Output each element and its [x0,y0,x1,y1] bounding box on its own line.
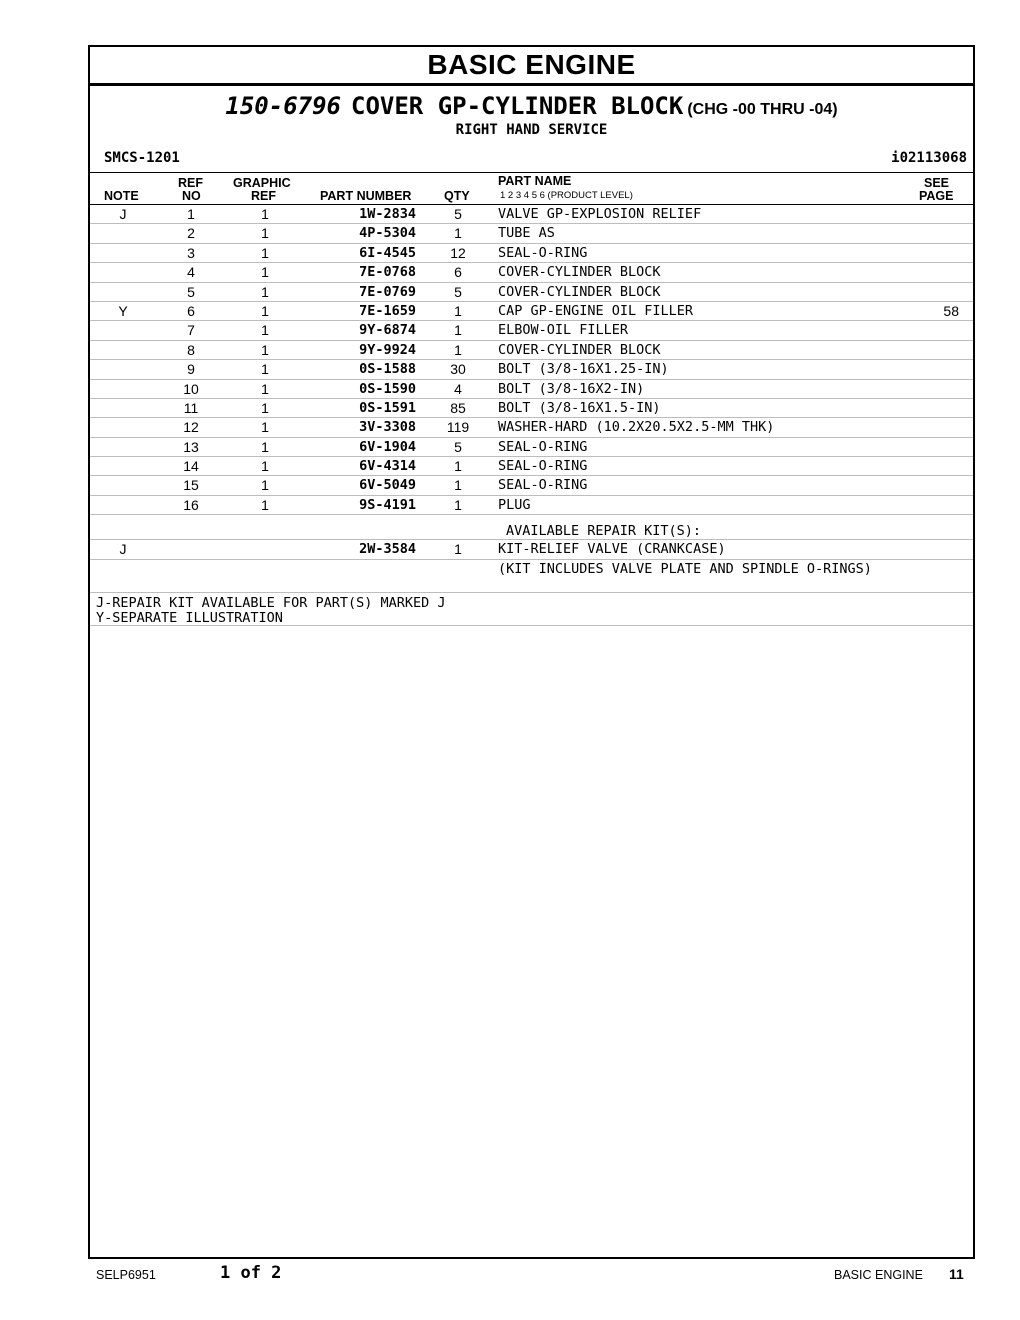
illustration-id: i02113068 [891,150,967,166]
col-graphic-top: GRAPHIC [233,176,291,190]
kit-note: J [119,541,127,558]
row-graphic-ref: 1 [261,477,269,494]
row-ref: 1 [187,206,195,222]
row-part-name: PLUG [498,496,531,513]
row-graphic-ref: 1 [261,496,269,513]
row-qty: 1 [454,322,462,339]
row-graphic-ref: 1 [261,458,269,475]
row-qty: 5 [454,206,462,222]
col-graphic-bottom: REF [251,189,276,203]
table-row [90,438,973,457]
row-ref: 12 [183,419,199,436]
table-row [90,302,973,321]
row-qty: 1 [454,341,462,358]
table-row [90,418,973,437]
row-part-name: COVER-CYLINDER BLOCK [498,283,661,300]
row-qty: 5 [454,283,462,300]
row-qty: 1 [454,496,462,513]
repair-kit-description-row [90,560,973,593]
smcs-code: SMCS-1201 [104,150,180,166]
row-part-name: VALVE GP-EXPLOSION RELIEF [498,206,702,222]
row-ref: 11 [183,399,199,416]
row-qty: 4 [454,380,462,397]
row-qty: 1 [454,302,462,319]
row-part-number: 1W-2834 [359,206,416,222]
repair-kit-row [90,540,973,559]
row-part-number: 0S-1590 [359,380,416,397]
row-graphic-ref: 1 [261,361,269,378]
row-part-number: 7E-0769 [359,283,416,300]
footer-page-of: 1 of 2 [220,1263,282,1283]
parts-page-frame [88,45,975,1259]
column-headers [90,173,973,205]
row-part-number: 6V-5049 [359,477,416,494]
row-graphic-ref: 1 [261,322,269,339]
table-row [90,360,973,379]
row-part-number: 4P-5304 [359,225,416,242]
row-part-number: 7E-0768 [359,264,416,281]
row-part-name: ELBOW-OIL FILLER [498,322,629,339]
row-part-number: 9S-4191 [359,496,416,513]
row-qty: 119 [446,419,470,436]
row-ref: 6 [187,302,195,319]
row-ref: 7 [187,322,195,339]
row-part-name: BOLT (3/8-16X1.5-IN) [498,399,661,416]
table-row [90,205,973,224]
row-part-name: CAP GP-ENGINE OIL FILLER [498,302,694,319]
group-change-range: (CHG -00 THRU -04) [687,101,838,118]
row-graphic-ref: 1 [261,206,269,222]
table-row [90,399,973,418]
kit-part-number: 2W-3584 [359,541,416,558]
row-part-name: TUBE AS [498,225,555,242]
row-graphic-ref: 1 [261,438,269,455]
table-row [90,380,973,399]
col-note: NOTE [104,189,139,203]
row-graphic-ref: 1 [261,225,269,242]
table-row [90,476,973,495]
row-qty: 5 [454,438,462,455]
notes-legend [90,593,973,626]
row-ref: 8 [187,341,195,358]
col-see-top: SEE [924,176,950,190]
row-part-number: 6V-4314 [359,458,416,475]
row-graphic-ref: 1 [261,399,269,416]
row-see-page[interactable]: 58 [943,302,959,319]
row-part-name: COVER-CYLINDER BLOCK [498,264,661,281]
row-part-name: BOLT (3/8-16X1.25-IN) [498,361,669,378]
row-graphic-ref: 1 [261,264,269,281]
table-row [90,224,973,243]
table-row [90,244,973,263]
row-ref: 15 [183,477,199,494]
note-y: Y-SEPARATE ILLUSTRATION [96,609,283,626]
service-side: RIGHT HAND SERVICE [455,122,608,138]
kit-name: KIT-RELIEF VALVE (CRANKCASE) [498,541,726,558]
row-part-name: SEAL-O-RING [498,458,588,475]
row-graphic-ref: 1 [261,380,269,397]
group-name: COVER GP-CYLINDER BLOCK [351,92,684,120]
row-graphic-ref: 1 [261,283,269,300]
parts-table [90,205,973,515]
table-row [90,321,973,340]
col-part-number: PART NUMBER [320,189,412,203]
row-part-name: SEAL-O-RING [498,477,588,494]
footer-doc-id: SELP6951 [96,1268,156,1282]
col-ref-bottom: NO [182,189,201,203]
row-part-number: 9Y-9924 [359,341,416,358]
row-ref: 14 [183,458,199,475]
row-ref: 3 [187,244,195,261]
row-part-number: 0S-1591 [359,399,416,416]
table-row [90,283,973,302]
row-qty: 85 [450,399,466,416]
row-graphic-ref: 1 [261,341,269,358]
row-part-name: SEAL-O-RING [498,244,588,261]
row-ref: 16 [183,496,199,513]
footer-page-number: 11 [949,1266,964,1282]
row-part-name: WASHER-HARD (10.2X20.5X2.5-MM THK) [498,419,775,436]
row-part-name: BOLT (3/8-16X2-IN) [498,380,645,397]
row-part-number: 7E-1659 [359,302,416,319]
row-graphic-ref: 1 [261,419,269,436]
table-row [90,341,973,360]
row-qty: 6 [454,264,462,281]
note-j: J-REPAIR KIT AVAILABLE FOR PART(S) MARKED J [96,594,446,611]
row-ref: 5 [187,283,195,300]
row-qty: 12 [450,244,466,261]
group-header [90,86,973,173]
row-qty: 1 [454,225,462,242]
row-part-name: COVER-CYLINDER BLOCK [498,341,661,358]
group-number: 150-6796 [225,92,341,120]
repair-kits-heading-row [90,515,973,540]
row-ref: 13 [183,438,199,455]
group-title [90,92,973,120]
repair-kits-heading: AVAILABLE REPAIR KIT(S): [506,523,702,540]
row-ref: 2 [187,225,195,242]
kit-description: (KIT INCLUDES VALVE PLATE AND SPINDLE O-RINGS) [498,560,872,577]
row-ref: 4 [187,264,195,281]
row-part-name: SEAL-O-RING [498,438,588,455]
row-part-number: 9Y-6874 [359,322,416,339]
row-part-number: 6V-1904 [359,438,416,455]
row-part-number: 6I-4545 [359,244,416,261]
table-row [90,496,973,515]
row-graphic-ref: 1 [261,244,269,261]
row-part-number: 3V-3308 [359,419,416,436]
kit-qty: 1 [454,541,462,558]
footer-section: BASIC ENGINE [834,1268,923,1282]
row-qty: 1 [454,477,462,494]
section-title: BASIC ENGINE [90,47,973,86]
row-graphic-ref: 1 [261,302,269,319]
col-see-bottom: PAGE [919,189,954,203]
row-note: J [119,206,127,222]
row-note: Y [118,302,128,319]
table-row [90,457,973,476]
col-part-name: PART NAME [498,174,572,188]
col-product-levels: 1 2 3 4 5 6 (PRODUCT LEVEL) [500,190,633,201]
row-ref: 9 [187,361,195,378]
row-ref: 10 [183,380,199,397]
col-ref-top: REF [178,176,203,190]
row-qty: 1 [454,458,462,475]
row-part-number: 0S-1588 [359,361,416,378]
col-qty: QTY [444,189,470,203]
row-qty: 30 [450,361,466,378]
table-row [90,263,973,282]
